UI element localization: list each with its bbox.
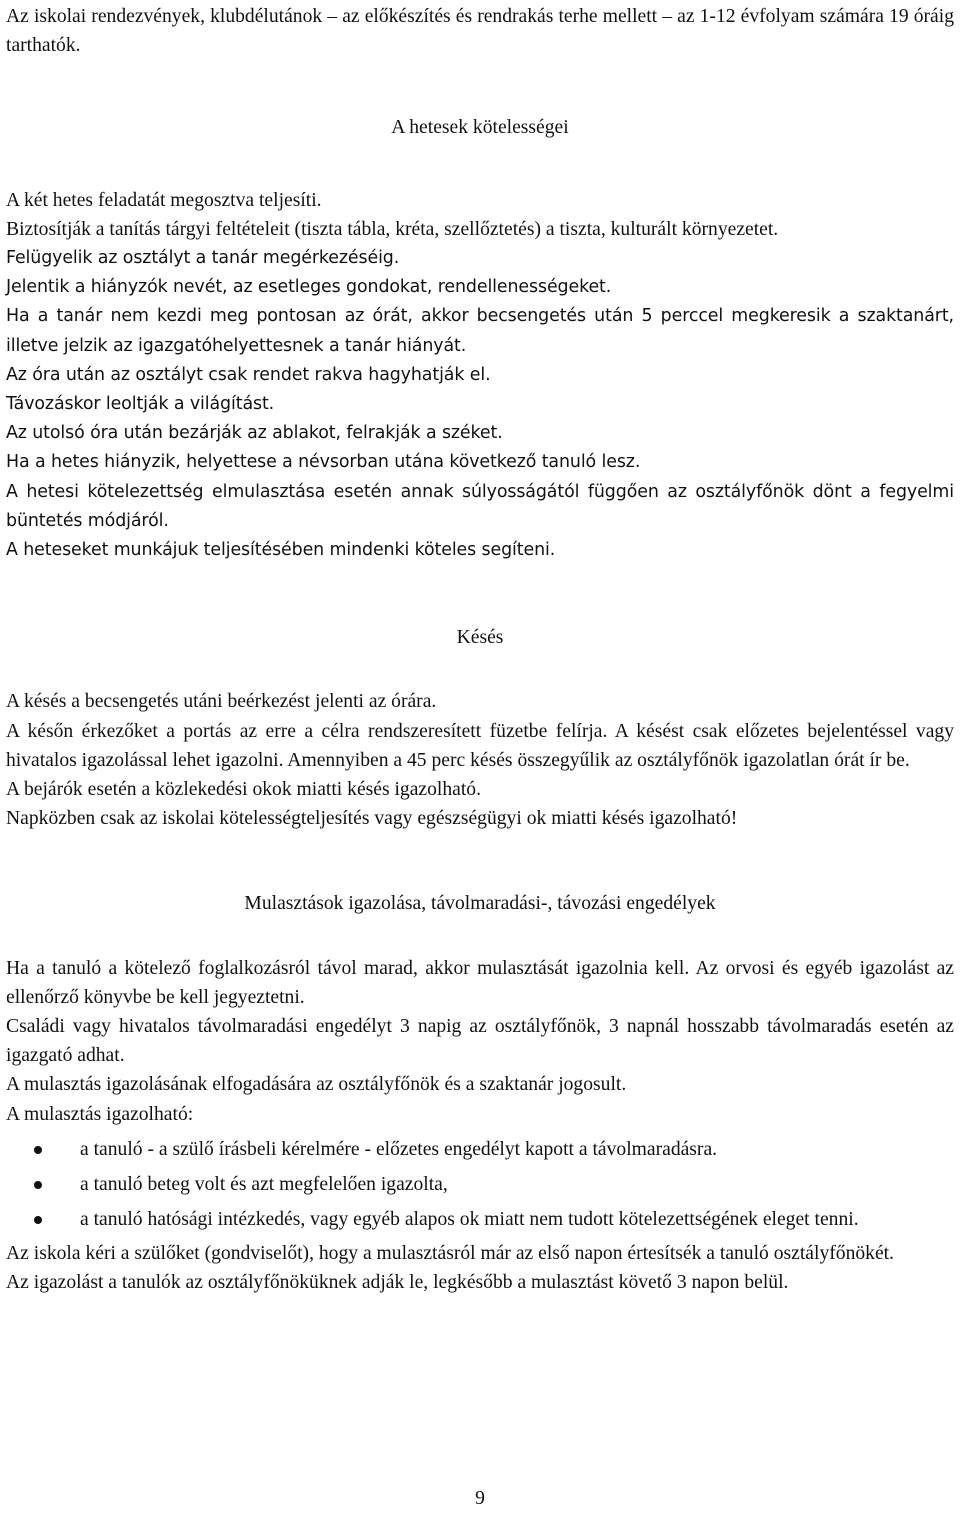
hetesek-line: Ha a tanár nem kezdi meg pontosan az órát, akkor becsengetés után 5 perccel megkeresik a szaktanárt, illetve jelzik az igazgatóhelyettesnek a tanár hiányát. — [6, 306, 954, 356]
list-item — [6, 1135, 954, 1164]
bullet-list — [6, 1135, 954, 1235]
page-number: 9 — [475, 1488, 485, 1509]
section-title-mulasztasok: Mulasztások igazolása, távolmaradási-, távozási engedélyek — [244, 893, 716, 915]
intro-paragraph: Az iskolai rendezvények, klubdélutánok – az előkészítés és rendrakás terhe mellett – az 1-12 évfolyam számára 19 óráig tarthatók. — [6, 6, 954, 57]
keses-line: A késés a becsengetés utáni beérkezést jelenti az órára. — [6, 691, 437, 713]
hetesek-line: Az utolsó óra után bezárják az ablakot, felrakják a széket. — [6, 423, 503, 444]
bullet-icon — [34, 1181, 42, 1189]
keses-line: A későn érkezőket a portás az erre a célra rendszeresített füzetbe felírja. A késést csak előzetes bejelentéssel vagy hivatalos igazolással lehet igazolni. Amennyiben a 45 perc késés összegyűlik az osztályfőnök igazolatlan órát ír be. — [6, 720, 954, 771]
bullet-icon — [34, 1216, 42, 1224]
bullet-icon — [34, 1146, 42, 1154]
mulasztasok-line: Az igazolást a tanulók az osztályfőnöküknek adják le, legkésőbb a mulasztást követő 3 napon belül. — [6, 1271, 789, 1293]
hetesek-line: A heteseket munkájuk teljesítésében mindenki köteles segíteni. — [6, 540, 556, 561]
hetesek-line: Biztosítják a tanítás tárgyi feltételeit (tiszta tábla, kréta, szellőztetés) a tiszta, kulturált környezetet. — [6, 218, 779, 240]
hetesek-line: Ha a hetes hiányzik, helyettese a névsorban utána következő tanuló lesz. — [6, 452, 641, 473]
keses-line: Napközben csak az iskolai kötelességteljesítés vagy egészségügyi ok miatti késés igazolható! — [6, 808, 738, 830]
hetesek-line: A két hetes feladatát megosztva teljesíti. — [6, 189, 322, 211]
hetesek-line: Az óra után az osztályt csak rendet rakva hagyhatják el. — [6, 364, 491, 385]
list-item — [6, 1170, 954, 1199]
list-item-text: a tanuló beteg volt és azt megfelelően igazolta, — [80, 1174, 448, 1196]
mulasztasok-line: Az iskola kéri a szülőket (gondviselőt), hogy a mulasztásról már az első napon értesítsék a tanuló osztályfőnökét. — [6, 1242, 894, 1264]
hetesek-line: Felügyelik az osztályt a tanár megérkezéséig. — [6, 248, 400, 269]
keses-line: A bejárók esetén a közlekedési okok miatti késés igazolható. — [6, 779, 481, 801]
mulasztasok-line: Családi vagy hivatalos távolmaradási engedélyt 3 napig az osztályfőnök, 3 napnál hosszabb távolmaradás esetén az igazgató adhat. — [6, 1016, 954, 1067]
list-item-text: a tanuló - a szülő írásbeli kérelmére - előzetes engedélyt kapott a távolmaradásra. — [80, 1138, 718, 1160]
hetesek-line: Távozáskor leoltják a világítást. — [6, 394, 275, 415]
document-page — [6, 2, 954, 1297]
section-title-keses: Késés — [456, 627, 504, 649]
list-item-text: a tanuló hatósági intézkedés, vagy egyéb alapos ok miatt nem tudott kötelezettségének eleget tenni. — [80, 1209, 859, 1231]
list-item — [6, 1205, 954, 1234]
mulasztasok-line: A mulasztás igazolható: — [6, 1103, 194, 1125]
mulasztasok-line: Ha a tanuló a kötelező foglalkozásról távol marad, akkor mulasztását igazolnia kell. Az orvosi és egyéb igazolást az ellenőrző könyvbe be kell jegyeztetni. — [6, 957, 954, 1008]
section-title-hetesek: A hetesek kötelességei — [391, 117, 569, 139]
hetesek-line: A hetesi kötelezettség elmulasztása esetén annak súlyosságától függően az osztályfőnök dönt a fegyelmi büntetés módjáról. — [6, 481, 954, 531]
hetesek-line: Jelentik a hiányzók nevét, az esetleges gondokat, rendellenességeket. — [6, 277, 612, 298]
mulasztasok-line: A mulasztás igazolásának elfogadására az osztályfőnök és a szaktanár jogosult. — [6, 1074, 627, 1096]
